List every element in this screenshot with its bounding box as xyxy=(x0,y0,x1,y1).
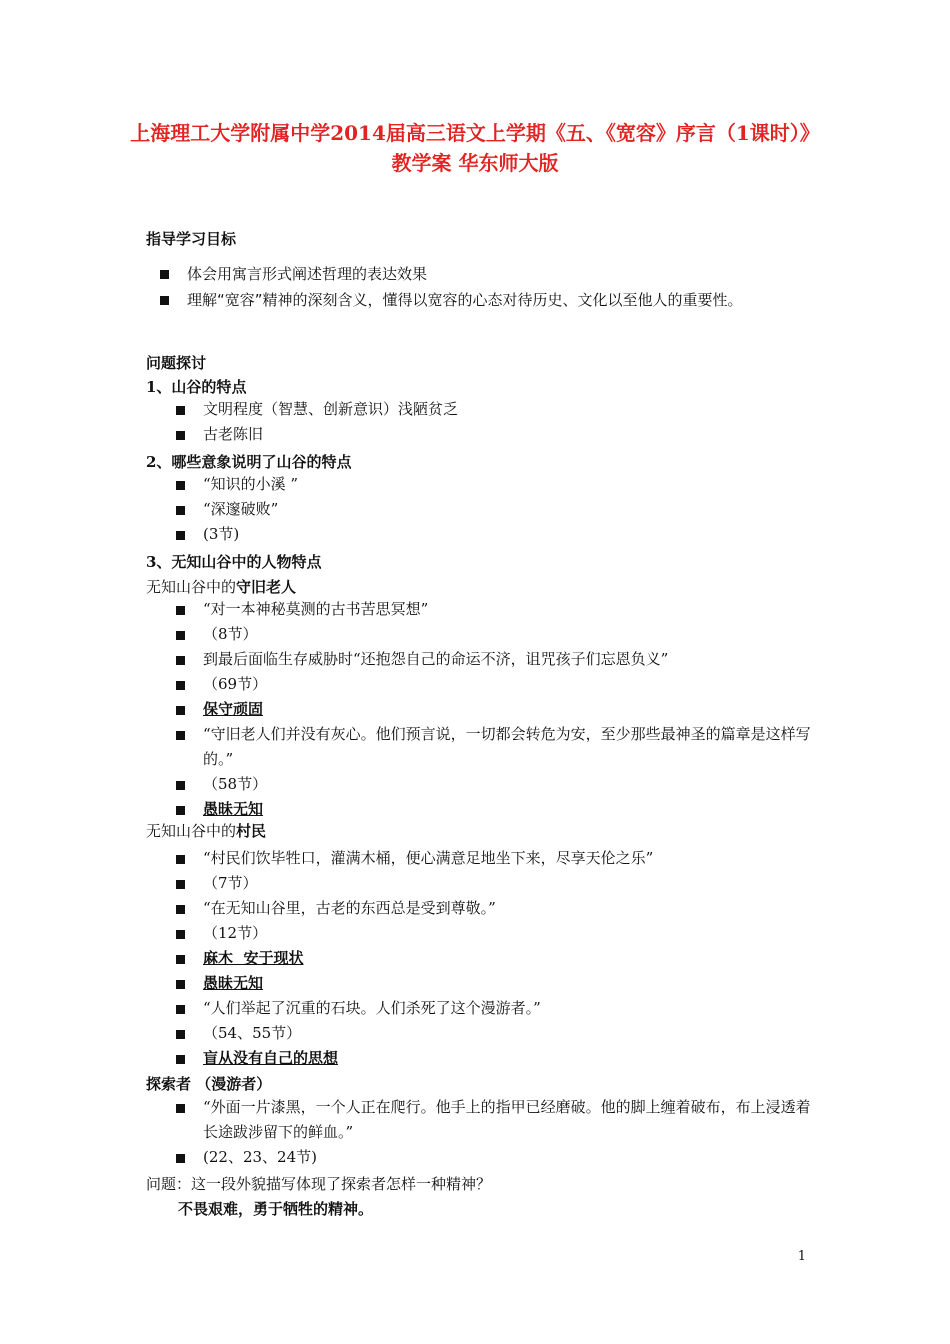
list-item: 盲从没有自己的思想 xyxy=(176,1046,338,1071)
question-text: 问题：这一段外貌描写体现了探索者怎样一种精神？ xyxy=(146,1175,492,1193)
goal-item: 体会用寓言形式阐述哲理的表达效果 xyxy=(160,263,427,284)
list-item: 古老陈旧 xyxy=(176,422,263,447)
subheading-elders: 无知山谷中的守旧老人 xyxy=(146,578,297,596)
list-item: “对一本神秘莫测的古书苦思冥想” xyxy=(176,597,428,622)
document-title: 上海理工大学附属中学2014届高三语文上学期《五、《宽容》序言（1课时）》教学案 华东师大版 xyxy=(130,121,820,175)
list-item: 愚昧无知 xyxy=(176,797,263,822)
section-heading-goals: 指导学习目标 xyxy=(146,230,237,248)
list-item: （7节） xyxy=(176,871,258,896)
list-item: 到最后面临生存威胁时“还抱怨自己的命运不济，诅咒孩子们忘恩负义” xyxy=(176,647,668,672)
list-item: “知识的小溪 ” xyxy=(176,472,298,497)
list-item: 愚昧无知 xyxy=(176,971,263,996)
question-heading: 2、哪些意象说明了山谷的特点 xyxy=(146,453,352,471)
list-item: 麻木 安于现状 xyxy=(176,946,303,971)
list-item: （58节） xyxy=(176,772,267,797)
list-item: “外面一片漆黑，一个人正在爬行。他手上的指甲已经磨破。他的脚上缠着破布，布上浸透着长途跋涉留下的鲜血。” xyxy=(176,1095,813,1145)
list-item: “在无知山谷里，古老的东西总是受到尊敬。” xyxy=(176,896,496,921)
question-heading: 3、无知山谷中的人物特点 xyxy=(146,553,322,571)
subheading-villagers: 无知山谷中的村民 xyxy=(146,822,267,840)
list-item: “人们举起了沉重的石块。人们杀死了这个漫游者。” xyxy=(176,996,541,1021)
page-number: 1 xyxy=(797,1249,806,1264)
answer-text: 不畏艰难，勇于牺牲的精神。 xyxy=(178,1200,374,1218)
list-item: “守旧老人们并没有灰心。他们预言说，一切都会转危为安，至少那些最神圣的篇章是这样写的。” xyxy=(176,722,813,772)
list-item: （12节） xyxy=(176,921,267,946)
list-item: (22、23、24节) xyxy=(176,1145,317,1170)
list-item: （8节） xyxy=(176,622,258,647)
list-item: (3节) xyxy=(176,522,239,547)
section-heading-discussion: 问题探讨 xyxy=(146,354,207,372)
goal-item: 理解“宽容”精神的深刻含义，懂得以宽容的心态对待历史、文化以至他人的重要性。 xyxy=(160,289,743,310)
list-item: （54、55节） xyxy=(176,1021,301,1046)
subheading-explorer: 探索者 （漫游者） xyxy=(146,1075,272,1093)
list-item: “深邃破败” xyxy=(176,497,278,522)
list-item: （69节） xyxy=(176,672,267,697)
list-item: 文明程度（智慧、创新意识）浅陋贫乏 xyxy=(176,397,458,422)
question-heading: 1、山谷的特点 xyxy=(146,378,247,396)
list-item: 保守顽固 xyxy=(176,697,263,722)
list-item: “村民们饮毕牲口，灌满木桶，便心满意足地坐下来，尽享天伦之乐” xyxy=(176,846,653,871)
